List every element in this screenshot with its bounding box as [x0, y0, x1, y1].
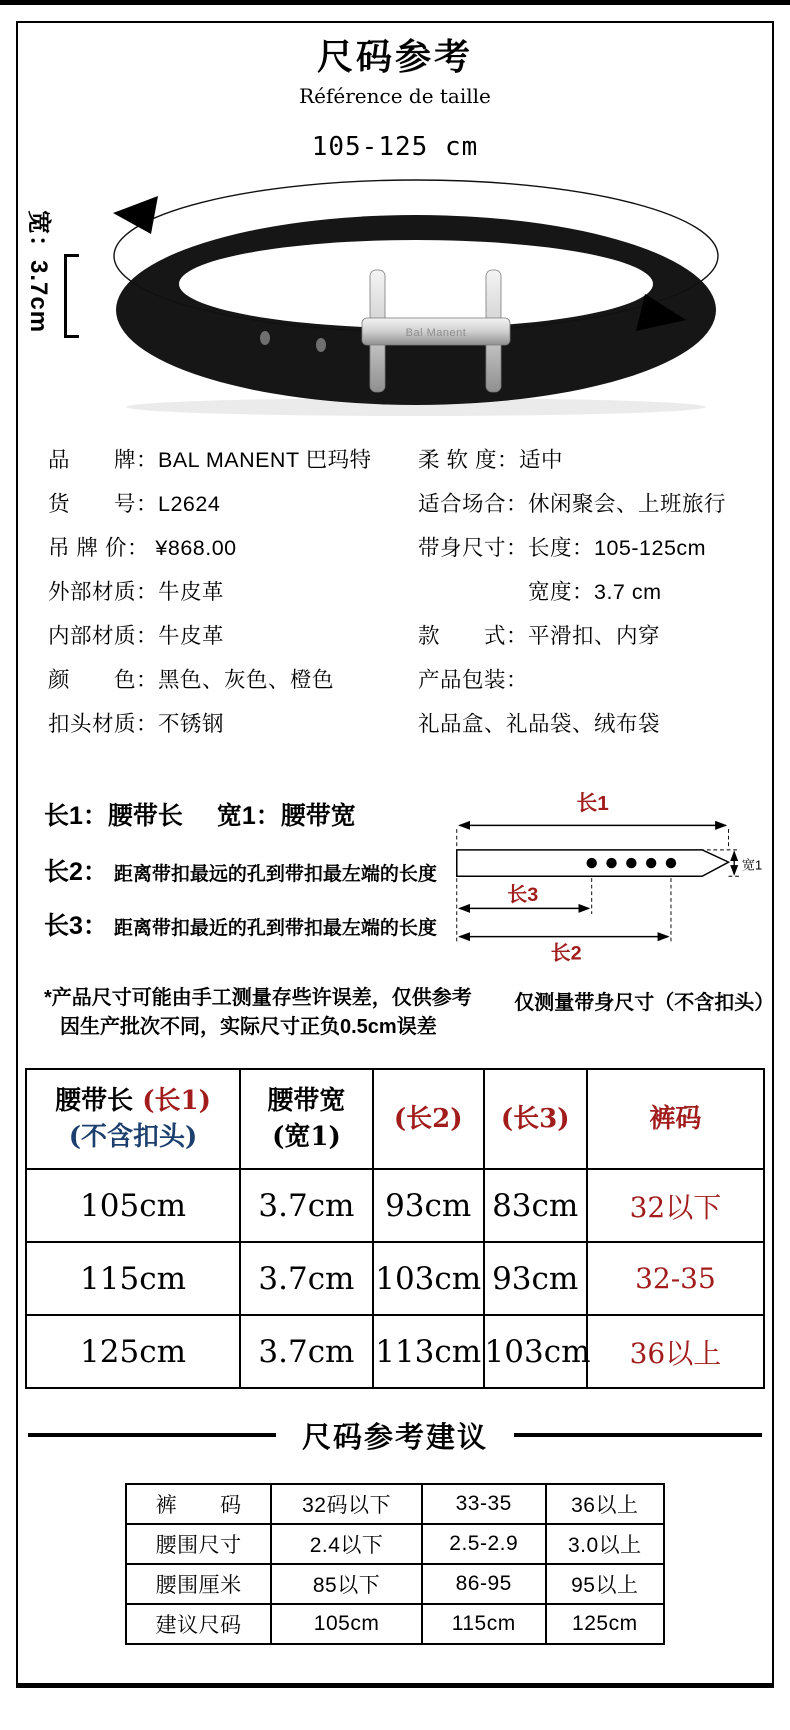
diagram-hole [666, 858, 676, 868]
spec-item-number: 货 号：L2624 [48, 492, 221, 517]
sugg-value: 2.5-2.9 [422, 1524, 546, 1564]
suggestion-title: 尺码参考建议 [302, 1421, 489, 1454]
sugg-value: 125cm [546, 1604, 664, 1644]
diagram-hole [626, 858, 636, 868]
cell-pants-size: 32以下 [587, 1169, 764, 1242]
spec-outer-material: 外部材质：牛皮革 [48, 580, 225, 605]
sugg-value: 85以下 [271, 1564, 422, 1604]
cell-len2: 103cm [373, 1242, 484, 1315]
suggestion-row-waist-cm [126, 1564, 664, 1604]
specs-section [18, 438, 772, 746]
cell-width1: 3.7cm [240, 1242, 373, 1315]
suggestion-row-waist-size [126, 1524, 664, 1564]
cell-pants-size: 32-35 [587, 1242, 764, 1315]
definitions-text [44, 790, 436, 960]
header-belt-width [240, 1069, 373, 1169]
header-belt-width-text: 腰带宽 [267, 1086, 346, 1116]
sugg-label: 建议尺码 [126, 1604, 271, 1644]
sugg-label: 腰围尺寸 [126, 1524, 271, 1564]
sugg-label: 裤 码 [126, 1484, 271, 1524]
spec-width: 宽度：3.7 cm [418, 580, 662, 605]
sugg-value: 33-35 [422, 1484, 546, 1524]
spec-buckle-material: 扣头材质：不锈钢 [48, 712, 225, 737]
header-pants-size: 裤码 [587, 1069, 764, 1169]
diagram-width1-label: 宽1 [741, 858, 763, 874]
definition-len1: 长1：腰带长 [44, 802, 183, 831]
belt-photo [18, 168, 774, 420]
belt-width-annotation: 宽：3.7cm [25, 210, 52, 334]
header-width1-tag: (宽1) [272, 1122, 341, 1153]
note-line-2: 因生产批次不同，实际尺寸正负0.5cm误差 [60, 1016, 437, 1039]
suggestion-heading [18, 1415, 772, 1455]
sugg-value: 105cm [271, 1604, 422, 1644]
size-table-row [26, 1169, 764, 1242]
sugg-label: 腰围厘米 [126, 1564, 271, 1604]
header-len2: (长2) [373, 1069, 484, 1169]
definitions-section [18, 790, 772, 972]
spec-softness: 柔 软 度：适中 [418, 448, 563, 473]
cell-width1: 3.7cm [240, 1169, 373, 1242]
definition-len2-prefix: 长2： [44, 858, 108, 887]
specs-left-column [48, 438, 418, 746]
size-table-header-row [26, 1069, 764, 1169]
top-border-bar [0, 0, 790, 5]
page-title: 尺码参考 [316, 36, 473, 78]
spec-packaging-items: 礼品盒、礼品袋、绒布袋 [418, 712, 661, 737]
note-measure-scope: 仅测量带身尺寸（不含扣头） [514, 992, 775, 1015]
size-table [25, 1068, 765, 1389]
belt-length-range: 105-125 cm [311, 132, 479, 163]
sugg-value: 32码以下 [271, 1484, 422, 1524]
cell-len1: 105cm [26, 1169, 240, 1242]
cell-len3: 83cm [484, 1169, 587, 1242]
header-len3: (长3) [484, 1069, 587, 1169]
suggestion-row-pants [126, 1484, 664, 1524]
definition-width1: 宽1：腰带宽 [216, 802, 356, 831]
definition-len2-text: 距离带扣最远的孔到带扣最左端的长度 [113, 864, 437, 886]
belt-figure [18, 168, 772, 420]
cell-pants-size: 36以上 [587, 1315, 764, 1388]
buckle-brand-text: Bal Manent [405, 327, 467, 340]
page-frame [16, 21, 774, 1688]
belt-hole [260, 331, 270, 345]
spec-style: 款 式：平滑扣、内穿 [418, 624, 661, 649]
sugg-value: 95以上 [546, 1564, 664, 1604]
sugg-value: 2.4以下 [271, 1524, 422, 1564]
belt-hole [316, 338, 326, 352]
diagram-hole [587, 858, 597, 868]
divider-line-left [28, 1433, 276, 1437]
spec-packaging-label: 产品包装： [418, 668, 529, 693]
size-table-row [26, 1242, 764, 1315]
spec-price: 吊 牌 价： ¥868.00 [48, 536, 237, 561]
width-bracket [64, 254, 79, 338]
diagram-len1-label: 长1 [576, 792, 609, 816]
notes-section [18, 984, 775, 1042]
notes-left [44, 984, 472, 1042]
diagram-hole [646, 858, 656, 868]
belt-diagram [436, 790, 771, 972]
page-subtitle: Référence de taille [299, 84, 491, 109]
size-table-row [26, 1315, 764, 1388]
suggestion-row-recommended [126, 1604, 664, 1644]
cell-len3: 103cm [484, 1315, 587, 1388]
cell-len3: 93cm [484, 1242, 587, 1315]
diagram-hole [606, 858, 616, 868]
note-line-1: *产品尺寸可能由手工测量存些许误差，仅供参考 [44, 987, 472, 1010]
spec-brand: 品 牌：BAL MANENT 巴玛特 [48, 448, 372, 473]
definition-len3-text: 距离带扣最近的孔到带扣最左端的长度 [113, 918, 437, 940]
spec-length: 带身尺寸：长度：105-125cm [418, 536, 707, 561]
sugg-value: 115cm [422, 1604, 546, 1644]
divider-line-right [514, 1433, 762, 1437]
spec-inner-material: 内部材质：牛皮革 [48, 624, 225, 649]
cell-width1: 3.7cm [240, 1315, 373, 1388]
cell-len2: 113cm [373, 1315, 484, 1388]
cell-len1: 115cm [26, 1242, 240, 1315]
diagram-len2-label: 长2 [550, 942, 582, 965]
header-belt-length-text: 腰带长 [55, 1086, 134, 1116]
spec-occasion: 适合场合：休闲聚会、上班旅行 [418, 492, 727, 517]
diagram-len3-label: 长3 [507, 884, 539, 907]
header-excl-buckle: (不含扣头) [68, 1122, 198, 1153]
definition-len3-prefix: 长3： [44, 912, 108, 941]
cell-len2: 93cm [373, 1169, 484, 1242]
header-len1-tag: (长1) [142, 1086, 211, 1116]
specs-right-column [418, 438, 764, 746]
sugg-value: 36以上 [546, 1484, 664, 1524]
header-belt-length [26, 1069, 240, 1169]
suggestion-table [125, 1483, 665, 1645]
spec-colors: 颜 色：黑色、灰色、橙色 [48, 668, 335, 693]
sugg-value: 86-95 [422, 1564, 546, 1604]
cell-len1: 125cm [26, 1315, 240, 1388]
belt-opening [179, 240, 653, 328]
sugg-value: 3.0以上 [546, 1524, 664, 1564]
